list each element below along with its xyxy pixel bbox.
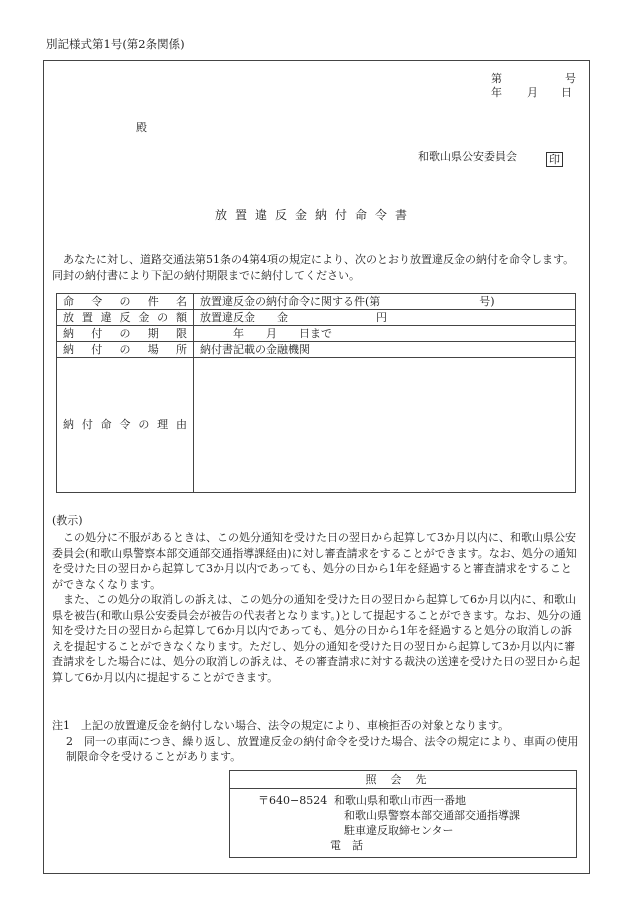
- addressee-honorific: 殿: [136, 121, 147, 134]
- intro-text: あなたに対し、道路交通法第51条の4第4項の規定により、次のとおり放置違反金の納付を命令します。同封の納付書により下記の納付期限までに納付してください。: [52, 253, 575, 282]
- date-month: 月: [527, 86, 538, 99]
- table-row: [57, 310, 576, 326]
- date-day: 日: [561, 86, 572, 99]
- instruction-body: [52, 530, 582, 685]
- table-row: [57, 326, 576, 342]
- issuer-name: 和歌山県公安委員会: [418, 150, 517, 163]
- notes: [52, 718, 582, 765]
- document-title: 放置違反金納付命令書: [214, 208, 415, 222]
- seal-stamp: 印: [546, 148, 563, 167]
- row-label: 納付の期限: [57, 326, 194, 342]
- note-2: 2 同一の車両につき、繰り返し、放置違反金の納付命令を受けた場合、法令の規定により、車両の使用制限命令を受けることがあります。: [66, 734, 579, 763]
- date-year: 年: [491, 86, 502, 99]
- row-value: 放置違反金の納付命令に関する件(第 号): [194, 294, 576, 310]
- row-label: 納付の場所: [57, 342, 194, 358]
- form-caption: 別記様式第1号(第2条関係): [46, 37, 185, 51]
- order-table: [56, 293, 576, 493]
- table-row: [57, 342, 576, 358]
- intro-paragraph: [52, 252, 582, 283]
- table-row: [57, 294, 576, 310]
- reference-box: [229, 770, 577, 858]
- table-row-reason: [57, 358, 576, 493]
- instruction-heading: (教示): [52, 514, 83, 527]
- row-value: 放置違反金 金 円: [194, 310, 576, 326]
- row-value: 年 月 日まで: [194, 326, 576, 342]
- instruction-paragraph-1: この処分に不服があるときは、この処分通知を受けた日の翌日から起算して3か月以内に、和歌山県公安委員会(和歌山県警察本部交通部交通指導課経由)に対し審査請求をすることができます。なお、処分の通知を受けた日の翌日から起算して3か月以内であっても、処分の日から1年を経過すると審査請求をすることができなくなります。: [52, 531, 577, 591]
- reason-value: [194, 358, 576, 493]
- row-label: 命令の件名: [57, 294, 194, 310]
- reference-phone-label: 電 話: [330, 839, 363, 852]
- reason-label: 納付命令の理由: [57, 358, 194, 493]
- reference-address: 和歌山県和歌山市西一番地: [334, 794, 466, 807]
- instruction-paragraph-2: また、この処分の取消しの訴えは、この処分の通知を受けた日の翌日から起算して6か月以内に、和歌山県を被告(和歌山県公安委員会が被告の代表者となります。)として提起することができます。なお、処分の通知を受けた日の翌日から起算して6か月以内であっても、処分の日から1年を経過すると処分の取消しの訴えを提起することができなくなります。ただし、処分の通知を受けた日の翌日から起算して3か月以内に審査請求をした場合には、処分の取消しの訴えは、その審査請求に対する裁決の送達を受けた日の翌日から起算して6か月以内に提起することができます。: [52, 593, 582, 684]
- reference-heading: 照会先: [230, 771, 576, 789]
- reference-postal: 〒640−8524: [258, 794, 328, 807]
- number-prefix: 第: [491, 72, 502, 85]
- row-label: 放置違反金の額: [57, 310, 194, 326]
- reference-dept: 和歌山県警察本部交通部交通指導課: [344, 809, 520, 822]
- note-1: 注1 上記の放置違反金を納付しない場合、法令の規定により、車検拒否の対象となります。: [52, 719, 510, 732]
- number-suffix: 号: [565, 72, 576, 85]
- reference-center: 駐車違反取締センター: [344, 824, 454, 837]
- row-value: 納付書記載の金融機関: [194, 342, 576, 358]
